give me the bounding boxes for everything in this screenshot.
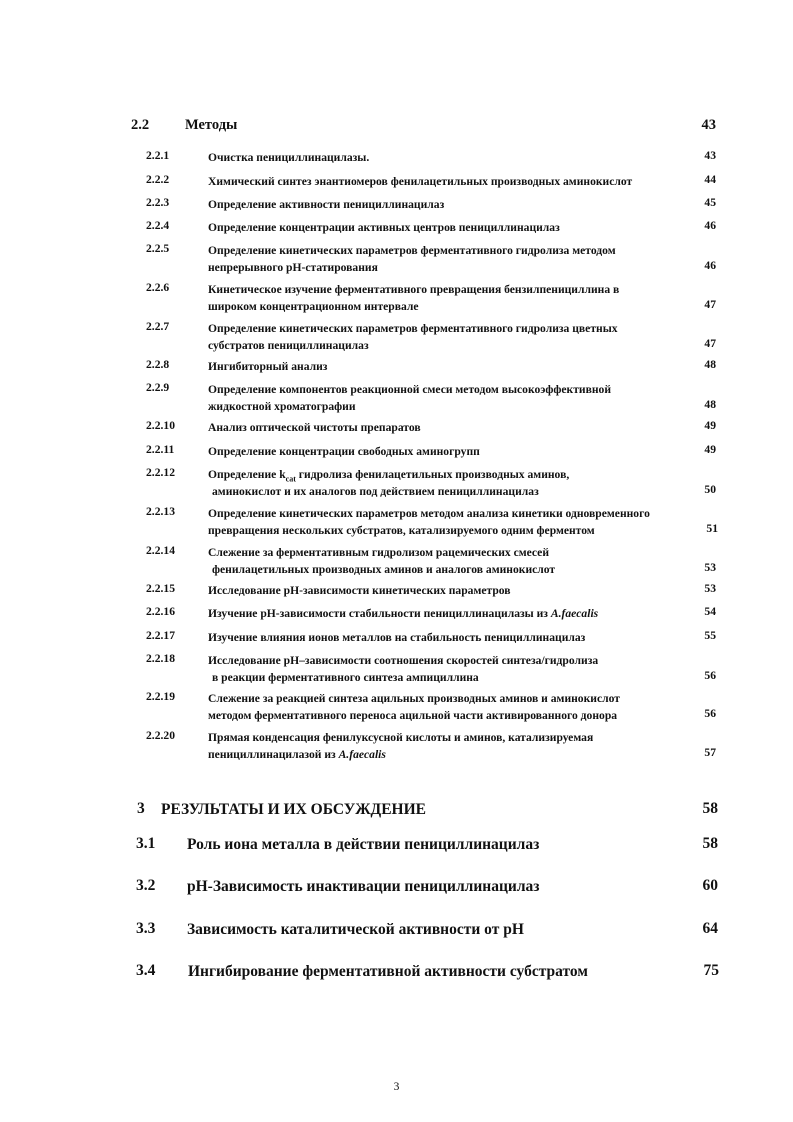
toc-entry-2-2-12 xyxy=(146,466,716,500)
kcat-subscript: cat xyxy=(285,474,296,484)
entry-page: 51 xyxy=(706,522,718,535)
toc-entry-2-2-2 xyxy=(146,173,716,190)
toc-section-3-1 xyxy=(136,835,718,857)
section-page: 43 xyxy=(701,117,716,133)
toc-section-2-2 xyxy=(131,117,716,137)
toc-entry-2-2-14 xyxy=(146,544,716,578)
entry-title-post: гидролиза фенилацетильных производных аминов, xyxy=(295,468,570,481)
entry-title: Определение активности пенициллинацилаз xyxy=(208,198,445,211)
entry-title: Определение концентрации свободных аминогрупп xyxy=(208,445,480,458)
section-title: Ингибирование ферментативной активности субстратом xyxy=(188,963,588,980)
section-number: 3.3 xyxy=(136,920,156,937)
entry-number: 2.2.19 xyxy=(146,690,175,703)
toc-entry-2-2-10 xyxy=(146,419,716,436)
toc-entry-2-2-15 xyxy=(146,582,716,599)
entry-title-line2: аминокислот и их аналогов под действием пенициллинацилаз xyxy=(212,485,539,498)
entry-title-line1: Слежение за ферментативным гидролизом рацемических смесей xyxy=(208,546,550,559)
entry-number: 2.2.18 xyxy=(146,652,175,665)
toc-section-3-4 xyxy=(136,962,719,984)
entry-page: 44 xyxy=(704,173,716,186)
toc-entry-2-2-9 xyxy=(146,381,716,415)
entry-page: 56 xyxy=(704,669,716,682)
entry-number: 2.2.2 xyxy=(146,173,170,186)
chapter-page: 58 xyxy=(702,800,718,817)
toc-entry-2-2-7 xyxy=(146,320,716,354)
entry-page: 56 xyxy=(704,707,716,720)
entry-page: 54 xyxy=(704,605,716,618)
entry-page: 50 xyxy=(704,483,716,496)
entry-title-line2: превращения нескольких субстратов, катализируемого одним ферментом xyxy=(208,524,595,537)
entry-number: 2.2.14 xyxy=(146,544,175,557)
entry-title: Исследование рН-зависимости кинетических параметров xyxy=(208,584,511,597)
toc-section-3-3 xyxy=(136,920,718,942)
entry-title-line1: Определение кинетических параметров ферментативного гидролиза методом xyxy=(208,244,616,257)
toc-entry-2-2-19 xyxy=(146,690,716,724)
entry-page: 46 xyxy=(704,219,716,232)
entry-page: 48 xyxy=(704,398,716,411)
entry-title: Анализ оптической чистоты препаратов xyxy=(208,421,421,434)
entry-title-line1: Слежение за реакцией синтеза ацильных производных аминов и аминокислот xyxy=(208,692,620,705)
section-page: 58 xyxy=(702,835,718,852)
entry-number: 2.2.1 xyxy=(146,149,170,162)
entry-page: 53 xyxy=(704,561,716,574)
toc-entry-2-2-16 xyxy=(146,605,716,622)
entry-title-line2: субстратов пенициллинацилаз xyxy=(208,339,369,352)
entry-number: 2.2.15 xyxy=(146,582,175,595)
entry-title-line2: широком концентрационном интервале xyxy=(208,300,419,313)
section-title: Зависимость каталитической активности от рН xyxy=(187,921,524,938)
entry-number: 2.2.13 xyxy=(146,505,175,518)
entry-page: 43 xyxy=(704,149,716,162)
entry-title-line2: фенилацетильных производных аминов и аналогов аминокислот xyxy=(212,563,556,576)
entry-number: 2.2.5 xyxy=(146,242,170,255)
entry-title: Определение концентрации активных центров пенициллинацилаз xyxy=(208,221,560,234)
entry-title-text: пенициллинацилазой из xyxy=(208,748,339,761)
toc-entry-2-2-13 xyxy=(146,505,716,539)
entry-page: 49 xyxy=(704,419,716,432)
entry-number: 2.2.10 xyxy=(146,419,175,432)
toc-entry-2-2-11 xyxy=(146,443,716,460)
entry-page: 55 xyxy=(704,629,716,642)
toc-entry-2-2-5 xyxy=(146,242,716,276)
toc-entry-2-2-6 xyxy=(146,281,716,315)
entry-page: 47 xyxy=(704,298,716,311)
entry-title-line1: Кинетическое изучение ферментативного превращения бензилпенициллина в xyxy=(208,283,620,296)
section-number: 3.2 xyxy=(136,877,156,894)
section-title: Методы xyxy=(185,117,238,133)
entry-page: 46 xyxy=(704,259,716,272)
section-title: Роль иона металла в действии пенициллинацилаз xyxy=(187,836,540,853)
toc-entry-2-2-1 xyxy=(146,149,716,166)
entry-number: 2.2.11 xyxy=(146,443,175,456)
section-page: 64 xyxy=(702,920,718,937)
entry-page: 45 xyxy=(704,196,716,209)
toc-chapter-3 xyxy=(137,800,718,822)
entry-page: 53 xyxy=(704,582,716,595)
entry-page: 47 xyxy=(704,337,716,350)
entry-number: 2.2.3 xyxy=(146,196,170,209)
section-page: 75 xyxy=(703,962,719,979)
entry-title-pre: Определение k xyxy=(208,468,286,481)
chapter-number: 3 xyxy=(137,800,145,817)
toc-entry-2-2-3 xyxy=(146,196,716,213)
entry-title-line1: Определение компонентов реакционной смеси методом высокоэффективной xyxy=(208,383,612,396)
entry-title-line2: методом ферментативного переноса ацильной части активированного донора xyxy=(208,709,618,722)
entry-title-text: Изучение рН-зависимости стабильности пенициллинацилазы из xyxy=(208,607,551,620)
entry-number: 2.2.8 xyxy=(146,358,170,371)
entry-title: Ингибиторный анализ xyxy=(208,360,328,373)
entry-page: 48 xyxy=(704,358,716,371)
toc-entry-2-2-4 xyxy=(146,219,716,236)
toc-entry-2-2-20 xyxy=(146,729,716,763)
organism-name: A.faecalis xyxy=(338,748,386,761)
entry-number: 2.2.7 xyxy=(146,320,170,333)
entry-title: Химический синтез энантиомеров фенилацетильных производных аминокислот xyxy=(208,175,633,188)
entry-number: 2.2.16 xyxy=(146,605,175,618)
toc-entry-2-2-18 xyxy=(146,652,716,686)
entry-title: Очистка пенициллинацилазы. xyxy=(208,151,370,164)
entry-page: 57 xyxy=(704,746,716,759)
entry-number: 2.2.17 xyxy=(146,629,175,642)
entry-title-line2: непрерывного рН-статирования xyxy=(208,261,378,274)
toc-entry-2-2-17 xyxy=(146,629,716,646)
section-number: 3.1 xyxy=(136,835,156,852)
entry-title-line2 xyxy=(208,746,700,763)
entry-title-line1: Определение кинетических параметров методом анализа кинетики одновременного xyxy=(208,507,650,520)
entry-title-line1: Прямая конденсация фенилуксусной кислоты и аминов, катализируемая xyxy=(208,731,594,744)
entry-title xyxy=(208,605,700,622)
entry-number: 2.2.9 xyxy=(146,381,170,394)
entry-number: 2.2.12 xyxy=(146,466,175,479)
organism-name: A.faecalis xyxy=(550,607,599,620)
entry-title: Изучение влияния ионов металлов на стабильность пенициллинацилаз xyxy=(208,631,586,644)
chapter-title: РЕЗУЛЬТАТЫ И ИХ ОБСУЖДЕНИЕ xyxy=(161,801,426,818)
page-number: 3 xyxy=(393,1081,400,1093)
toc-section-3-2 xyxy=(136,877,718,899)
section-number: 2.2 xyxy=(131,117,150,133)
entry-number: 2.2.20 xyxy=(146,729,175,742)
entry-title-line1: Исследование рН–зависимости соотношения скоростей синтеза/гидролиза xyxy=(208,654,599,667)
entry-title-line1: Определение кинетических параметров ферментативного гидролиза цветных xyxy=(208,322,618,335)
toc-entry-2-2-8 xyxy=(146,358,716,375)
section-title: рН-Зависимость инактивации пенициллинацилаз xyxy=(187,878,540,895)
entry-number: 2.2.6 xyxy=(146,281,170,294)
section-number: 3.4 xyxy=(136,962,156,979)
entry-title-line2: в реакции ферментативного синтеза ампициллина xyxy=(212,671,479,684)
entry-page: 49 xyxy=(704,443,716,456)
section-page: 60 xyxy=(702,877,718,894)
entry-number: 2.2.4 xyxy=(146,219,170,232)
entry-title-line2: жидкостной хроматографии xyxy=(208,400,356,413)
